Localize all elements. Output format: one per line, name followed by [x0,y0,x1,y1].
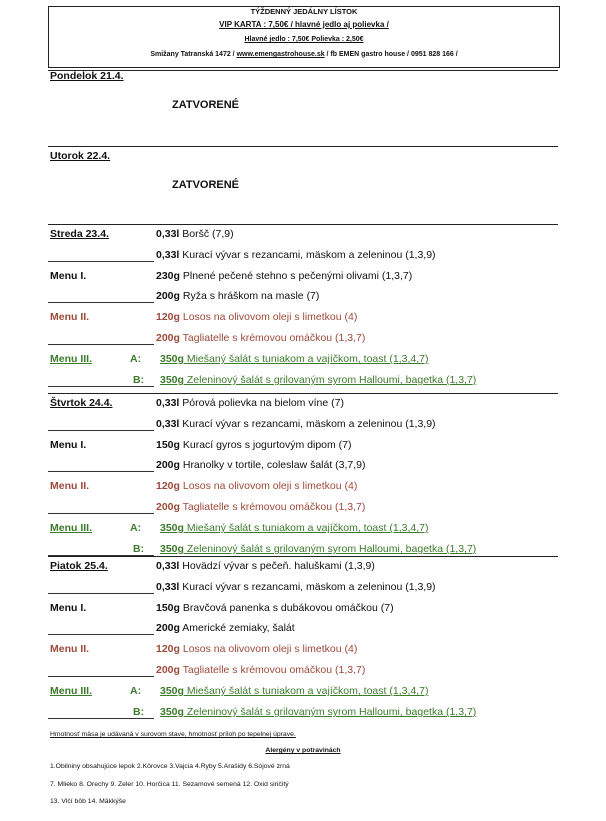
dish-line [156,664,365,677]
menu-title: TÝŽDENNÝ JEDÁLNY LÍSTOK [250,7,358,16]
underline-rule [48,430,154,431]
variant-label: B: [133,374,145,386]
menu-label: Menu I. [50,439,87,451]
dish-line [156,228,234,241]
day-heading: Štvrtok 24.4. [50,397,113,409]
menu-label: Menu II. [50,480,90,492]
dish-name: Losos na olivovom oleji s limetkou (4) [179,643,358,655]
variant-label: B: [133,706,145,718]
dish-line [156,397,344,410]
dish-name: Kurací gyros s jogurtovým dipom (7) [179,439,352,451]
dish-line [160,522,428,535]
divider [48,146,558,147]
dish-weight: 350g [160,374,184,386]
dish-weight: 350g [160,706,184,718]
dish-name: Miešaný šalát s tuniakom a vajíčkom, toast (1,3,4,7) [183,522,429,534]
dish-line [156,643,357,656]
dish-line [156,459,366,472]
dish-weight: 350g [160,522,184,534]
price-line: Hlavné jedlo : 7,50€ Polievka : 2,50€ [49,36,559,43]
dish-weight: 200g [156,622,180,634]
dish-name: Boršč (7,9) [179,228,234,240]
underline-rule [48,261,154,262]
dish-name: Zeleninový šalát s grilovaným syrom Halloumi, bagetka (1,3,7) [183,706,477,718]
dish-weight: 0,33l [156,397,180,409]
contact-line: Smižany Tatranská 1472 / www.emengastrohouse.sk / fb EMEN gastro house / 0951 828 166 / [49,51,559,58]
menu-header [48,6,560,68]
dish-line [156,270,412,283]
dish-line [156,501,365,514]
dish-line [156,622,295,635]
dish-weight: 150g [156,439,180,451]
dish-name: Miešaný šalát s tuniakom a vajíčkom, toast (1,3,4,7) [183,353,429,365]
dish-name: Hovädzí vývar s pečeň. haluškami (1,3,9) [179,560,375,572]
dish-name: Bravčová panenka s dubákovou omáčkou (7) [179,602,394,614]
closed-status: ZATVORENÉ [172,99,240,111]
allergens-list-1: 1.Obilniny obsahujúce lepok 2.Kôrovce 3.Vajcia 4.Ryby 5.Arašidy 6.Sójové zrná [50,763,290,770]
dish-weight: 120g [156,643,180,655]
dish-weight: 120g [156,480,180,492]
underline-rule [48,302,154,303]
divider [48,70,558,71]
dish-weight: 230g [156,270,180,282]
variant-label: A: [130,353,142,365]
dish-line [160,685,428,698]
variant-label: A: [130,522,142,534]
dish-weight: 0,33l [156,581,180,593]
dish-name: Miešaný šalát s tuniakom a vajíčkom, toast (1,3,4,7) [183,685,429,697]
dish-name: Pórová polievka na bielom víne (7) [179,397,344,409]
dish-line [156,418,436,431]
dish-name: Hranolky v tortile, coleslaw šalát (3,7,9) [179,459,366,471]
divider [48,556,558,557]
dish-weight: 350g [160,685,184,697]
dish-weight: 0,33l [156,560,180,572]
dish-weight: 0,33l [156,418,180,430]
dish-line [156,581,436,594]
underline-rule [48,593,154,594]
dish-line [156,480,357,493]
dish-line [156,311,357,324]
menu-label: Menu III. [50,353,92,365]
website-link[interactable]: www.emengastrohouse.sk [236,51,325,58]
day-heading: Piatok 25.4. [50,560,108,572]
menu-label: Menu I. [50,602,87,614]
dish-weight: 200g [156,459,180,471]
day-heading: Streda 23.4. [50,228,109,240]
dish-weight: 0,33l [156,228,180,240]
dish-name: Tagliatelle s krémovou omáčkou (1,3,7) [179,501,366,513]
dish-name: Kurací vývar s rezancami, mäskom a zeleninou (1,3,9) [179,418,436,430]
dish-name: Kurací vývar s rezancami, mäskom a zeleninou (1,3,9) [179,581,436,593]
dish-name: Tagliatelle s krémovou omáčkou (1,3,7) [179,332,366,344]
dish-line [156,290,319,303]
underline-rule [48,634,154,635]
underline-rule [48,676,154,677]
dish-name: Losos na olivovom oleji s limetkou (4) [179,311,358,323]
dish-name: Americké zemiaky, šalát [179,622,295,634]
day-heading: Pondelok 21.4. [50,70,124,82]
dish-line [156,602,394,615]
menu-label: Menu III. [50,685,92,697]
dish-line [160,374,476,387]
dish-name: Zeleninový šalát s grilovaným syrom Halloumi, bagetka (1,3,7) [183,374,477,386]
menu-label: Menu III. [50,522,92,534]
dish-weight: 200g [156,501,180,513]
dish-line [156,560,375,573]
dish-line [156,249,436,262]
menu-label: Menu II. [50,311,90,323]
underline-rule [48,344,154,345]
dish-name: Ryža s hráškom na masle (7) [179,290,320,302]
dish-line [160,543,476,556]
divider [48,224,558,225]
underline-rule [48,513,154,514]
menu-label: Menu I. [50,270,87,282]
dish-weight: 350g [160,543,184,555]
dish-weight: 120g [156,311,180,323]
dish-line [156,332,365,345]
dish-line [160,353,428,366]
divider [48,393,558,394]
dish-name: Tagliatelle s krémovou omáčkou (1,3,7) [179,664,366,676]
allergens-list-2: 7. Mlieko 8. Orechy 9. Zeler 10. Horčica 11. Sezamové semená 12. Oxid siričitý [50,781,289,788]
dish-name: Kurací vývar s rezancami, mäskom a zeleninou (1,3,9) [179,249,436,261]
dish-weight: 200g [156,664,180,676]
variant-label: A: [130,685,142,697]
allergens-title: Alergény v potravinách [265,747,341,754]
dish-line [156,439,352,452]
dish-weight: 200g [156,290,180,302]
variant-label: B: [133,543,145,555]
dish-name: Plnené pečené stehno s pečenými olivami (1,3,7) [179,270,413,282]
day-heading: Utorok 22.4. [50,150,111,162]
dish-weight: 150g [156,602,180,614]
closed-status: ZATVORENÉ [172,179,240,191]
weight-note: Hmotnosť mäsa je udávaná v surovom stave, hmotnosť príloh po tepelnej úprave. [50,731,296,738]
dish-weight: 350g [160,353,184,365]
allergens-list-3: 13. Vlčí bôb 14. Mäkkýše [50,798,126,805]
dish-name: Losos na olivovom oleji s limetkou (4) [179,480,358,492]
dish-name: Zeleninový šalát s grilovaným syrom Halloumi, bagetka (1,3,7) [183,543,477,555]
dish-line [160,706,476,719]
dish-weight: 200g [156,332,180,344]
menu-label: Menu II. [50,643,90,655]
dish-weight: 0,33l [156,249,180,261]
underline-rule [48,471,154,472]
vip-card-line: VIP KARTA : 7,50€ / hlavné jedlo aj polievka / [49,21,559,29]
